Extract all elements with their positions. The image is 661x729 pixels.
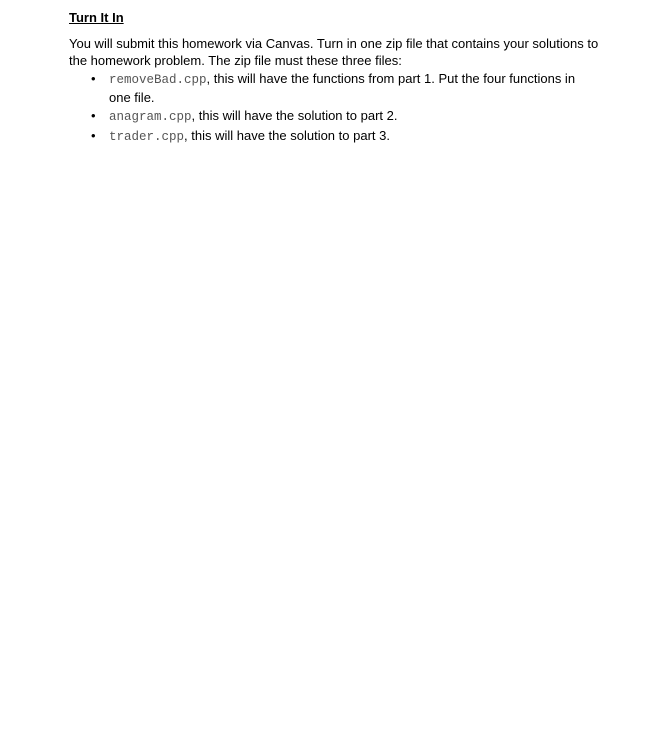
bullet-icon: • — [91, 108, 96, 123]
section-heading: Turn It In — [69, 10, 124, 25]
list-item — [69, 70, 599, 106]
file-description: , this will have the solution to part 2. — [191, 108, 398, 123]
file-description: , this will have the solution to part 3. — [184, 128, 390, 143]
filename: removeBad.cpp — [109, 73, 207, 87]
list-item — [69, 127, 599, 146]
file-description: , this will have the functions from part 1. Put the four functions in one file. — [109, 71, 576, 105]
list-item — [69, 107, 599, 126]
bullet-icon: • — [91, 128, 96, 143]
file-list — [69, 70, 599, 146]
filename: anagram.cpp — [109, 110, 192, 124]
filename: trader.cpp — [109, 130, 185, 144]
intro-paragraph: You will submit this homework via Canvas. Turn in one zip file that contains your solutions to the homework problem. The zip file must these three files: — [69, 36, 599, 68]
bullet-icon: • — [91, 71, 96, 86]
turn-it-in-section — [69, 9, 599, 146]
